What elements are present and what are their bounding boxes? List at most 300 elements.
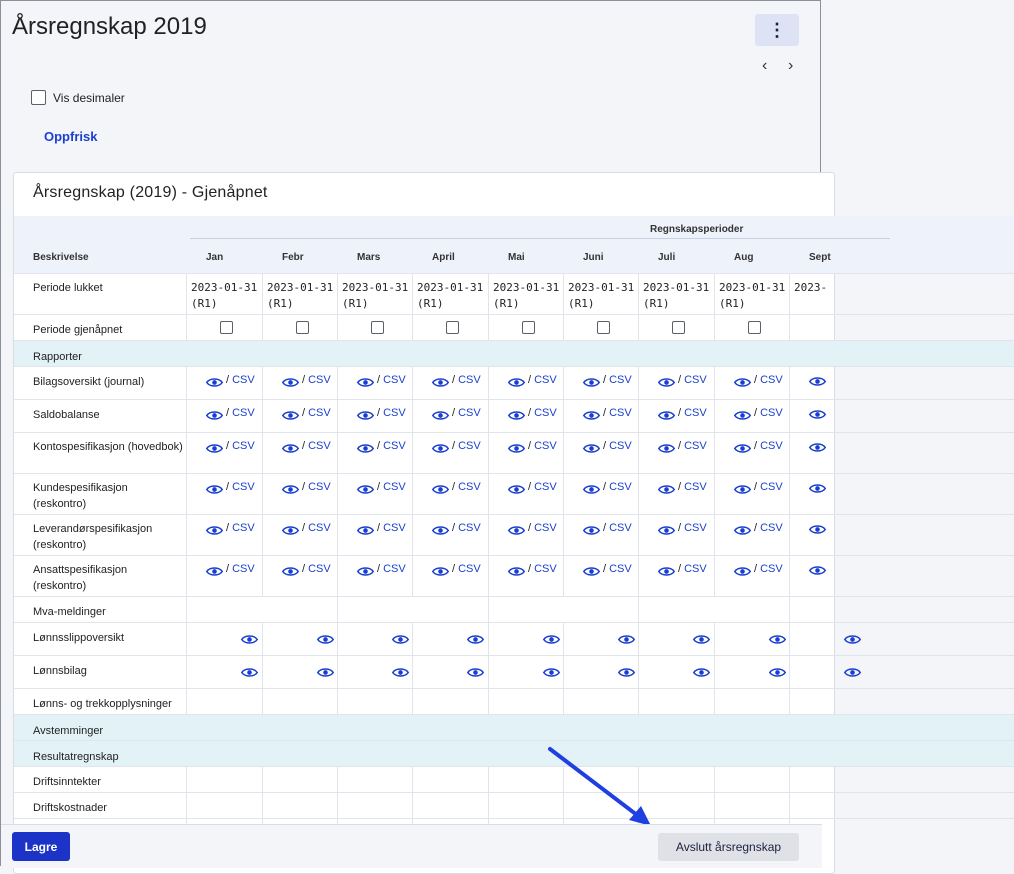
csv-link[interactable]: CSV <box>760 374 783 386</box>
report-links <box>357 440 406 452</box>
report-links <box>658 407 707 419</box>
report-links <box>206 407 255 419</box>
column-divider <box>789 689 790 714</box>
reopened-checkbox-jan[interactable] <box>220 321 233 334</box>
column-header-mai: Mai <box>508 252 525 263</box>
closed-date: 2023-01-31 (R1) <box>417 281 484 310</box>
show-decimals-checkbox[interactable] <box>31 90 46 105</box>
column-divider <box>186 315 187 340</box>
csv-link[interactable]: CSV <box>684 563 707 575</box>
row-label: Rapporter <box>33 351 82 363</box>
column-divider <box>488 689 489 714</box>
report-links <box>282 374 331 386</box>
separator: / <box>528 407 532 419</box>
column-divider <box>638 656 639 688</box>
row-label: Avstemminger <box>33 725 104 737</box>
csv-link[interactable]: CSV <box>308 522 331 534</box>
separator: / <box>754 563 758 575</box>
column-divider <box>412 767 413 792</box>
eye-icon[interactable] <box>282 441 299 452</box>
report-links <box>809 481 826 492</box>
report-links <box>508 407 557 419</box>
report-links <box>658 440 707 452</box>
csv-link[interactable]: CSV <box>609 522 632 534</box>
csv-link[interactable]: CSV <box>534 407 557 419</box>
separator: / <box>678 374 682 386</box>
periods-table <box>14 216 1014 844</box>
row-label: Periode gjenåpnet <box>33 324 123 336</box>
eye-icon[interactable] <box>543 665 560 676</box>
report-links <box>734 563 783 575</box>
closed-date: 2023-01-31 (R1) <box>191 281 258 310</box>
reopened-checkbox-febr[interactable] <box>296 321 309 334</box>
eye-icon[interactable] <box>241 632 258 643</box>
show-decimals-option[interactable] <box>31 90 125 105</box>
eye-icon[interactable] <box>317 665 334 676</box>
column-divider <box>638 474 639 514</box>
eye-icon[interactable] <box>206 482 223 493</box>
report-links <box>282 407 331 419</box>
report-links <box>357 374 406 386</box>
column-divider <box>714 474 715 514</box>
separator: / <box>754 481 758 493</box>
eye-icon[interactable] <box>809 407 826 418</box>
eye-icon[interactable] <box>392 632 409 643</box>
column-header-mars: Mars <box>357 252 381 263</box>
column-divider <box>337 515 338 555</box>
column-divider <box>488 274 489 314</box>
eye-icon[interactable] <box>467 665 484 676</box>
column-divider <box>563 474 564 514</box>
column-divider <box>488 400 489 432</box>
report-links <box>583 522 632 534</box>
column-divider <box>337 597 338 622</box>
separator: / <box>678 563 682 575</box>
csv-link[interactable]: CSV <box>458 522 481 534</box>
eye-icon[interactable] <box>508 523 525 534</box>
show-decimals-label: Vis desimaler <box>53 90 125 105</box>
report-links <box>206 374 255 386</box>
row-label: Mva-meldinger <box>33 606 106 618</box>
report-links <box>432 440 481 452</box>
save-button[interactable]: Lagre <box>12 832 70 861</box>
column-divider <box>714 367 715 399</box>
separator: / <box>603 563 607 575</box>
column-divider <box>186 597 187 622</box>
report-links <box>206 522 255 534</box>
column-divider <box>714 400 715 432</box>
column-divider <box>186 556 187 596</box>
period-reopened-row <box>14 314 1014 340</box>
eye-icon[interactable] <box>809 563 826 574</box>
column-divider <box>789 274 790 314</box>
eye-icon[interactable] <box>583 441 600 452</box>
separator: / <box>754 407 758 419</box>
report-links <box>583 563 632 575</box>
column-divider <box>488 597 489 622</box>
salary-info-row <box>14 688 1014 714</box>
row-label: Driftskostnader <box>33 802 107 814</box>
separator: / <box>603 440 607 452</box>
eye-icon[interactable] <box>282 375 299 386</box>
csv-link[interactable]: CSV <box>383 522 406 534</box>
report-row <box>14 366 1014 399</box>
column-divider <box>262 793 263 818</box>
eye-icon[interactable] <box>508 408 525 419</box>
column-divider <box>337 274 338 314</box>
eye-icon[interactable] <box>734 564 751 575</box>
csv-link[interactable]: CSV <box>232 374 255 386</box>
report-links <box>432 563 481 575</box>
eye-icon[interactable] <box>543 632 560 643</box>
column-divider <box>186 515 187 555</box>
eye-icon[interactable] <box>282 564 299 575</box>
eye-icon[interactable] <box>357 408 374 419</box>
column-divider <box>186 793 187 818</box>
column-divider <box>789 433 790 473</box>
eye-icon[interactable] <box>357 523 374 534</box>
eye-icon[interactable] <box>693 665 710 676</box>
eye-icon[interactable] <box>357 441 374 452</box>
eye-icon[interactable] <box>769 665 786 676</box>
column-divider <box>638 315 639 340</box>
more-menu-button[interactable] <box>755 14 799 46</box>
column-divider <box>412 656 413 688</box>
eye-icon[interactable] <box>432 375 449 386</box>
column-divider <box>186 767 187 792</box>
csv-link[interactable]: CSV <box>609 407 632 419</box>
csv-link[interactable]: CSV <box>383 440 406 452</box>
csv-link[interactable]: CSV <box>458 481 481 493</box>
column-divider <box>488 315 489 340</box>
column-divider <box>789 315 790 340</box>
csv-link[interactable]: CSV <box>609 481 632 493</box>
eye-icon[interactable] <box>583 408 600 419</box>
eye-icon[interactable] <box>282 482 299 493</box>
column-divider <box>638 597 639 622</box>
eye-icon[interactable] <box>206 564 223 575</box>
eye-icon[interactable] <box>658 523 675 534</box>
income-row <box>14 766 1014 792</box>
separator: / <box>377 563 381 575</box>
eye-icon[interactable] <box>241 665 258 676</box>
eye-icon[interactable] <box>508 482 525 493</box>
csv-link[interactable]: CSV <box>684 407 707 419</box>
column-divider <box>488 474 489 514</box>
separator: / <box>377 407 381 419</box>
closed-date: 2023-01-31 (R1) <box>267 281 334 310</box>
separator: / <box>603 374 607 386</box>
eye-icon[interactable] <box>734 375 751 386</box>
report-links <box>432 481 481 493</box>
eye-icon[interactable] <box>809 522 826 533</box>
csv-link[interactable]: CSV <box>458 440 481 452</box>
csv-link[interactable]: CSV <box>534 374 557 386</box>
eye-icon[interactable] <box>583 523 600 534</box>
eye-icon[interactable] <box>508 441 525 452</box>
csv-link[interactable]: CSV <box>534 522 557 534</box>
separator: / <box>528 440 532 452</box>
row-label: Periode lukket <box>33 282 103 294</box>
column-divider <box>337 474 338 514</box>
separator: / <box>603 522 607 534</box>
row-label: Kontospesifikasjon (hovedbok) <box>33 441 183 453</box>
column-header-juni: Juni <box>583 252 604 263</box>
eye-icon[interactable] <box>432 441 449 452</box>
column-divider <box>186 623 187 655</box>
csv-link[interactable]: CSV <box>308 563 331 575</box>
column-divider <box>488 767 489 792</box>
csv-link[interactable]: CSV <box>458 563 481 575</box>
eye-icon[interactable] <box>357 375 374 386</box>
csv-link[interactable]: CSV <box>308 481 331 493</box>
eye-icon[interactable] <box>206 375 223 386</box>
eye-icon[interactable] <box>658 441 675 452</box>
column-divider <box>412 474 413 514</box>
report-links <box>508 563 557 575</box>
column-divider <box>186 689 187 714</box>
eye-icon[interactable] <box>583 482 600 493</box>
csv-link[interactable]: CSV <box>684 440 707 452</box>
period-closed-row <box>14 273 1014 314</box>
column-divider <box>638 689 639 714</box>
eye-icon[interactable] <box>618 665 635 676</box>
column-divider <box>714 274 715 314</box>
csv-link[interactable]: CSV <box>760 522 783 534</box>
column-divider <box>714 767 715 792</box>
separator: / <box>302 374 306 386</box>
eye-icon[interactable] <box>432 482 449 493</box>
report-links <box>809 522 826 533</box>
column-divider <box>638 367 639 399</box>
csv-link[interactable]: CSV <box>232 440 255 452</box>
csv-link[interactable]: CSV <box>383 374 406 386</box>
report-links <box>658 563 707 575</box>
chevron-right-icon[interactable]: › <box>788 57 794 74</box>
closed-date: 2023- <box>794 281 828 294</box>
eye-icon[interactable] <box>317 632 334 643</box>
csv-link[interactable]: CSV <box>609 440 632 452</box>
separator: / <box>528 522 532 534</box>
eye-icon[interactable] <box>206 523 223 534</box>
csv-link[interactable]: CSV <box>458 407 481 419</box>
separator: / <box>528 374 532 386</box>
vat-row <box>14 596 1014 622</box>
payroll-voucher-row <box>14 655 1014 688</box>
separator: / <box>377 522 381 534</box>
csv-link[interactable]: CSV <box>684 374 707 386</box>
separator: / <box>226 563 230 575</box>
csv-link[interactable]: CSV <box>383 563 406 575</box>
payslip-overview-row <box>14 622 1014 655</box>
eye-icon[interactable] <box>693 632 710 643</box>
eye-icon[interactable] <box>432 523 449 534</box>
report-links <box>658 374 707 386</box>
csv-link[interactable]: CSV <box>458 374 481 386</box>
column-divider <box>488 433 489 473</box>
column-divider <box>714 623 715 655</box>
chevron-left-icon[interactable]: ‹ <box>762 57 768 74</box>
separator: / <box>452 563 456 575</box>
column-divider <box>789 656 790 688</box>
csv-link[interactable]: CSV <box>760 481 783 493</box>
csv-link[interactable]: CSV <box>232 522 255 534</box>
column-divider <box>638 515 639 555</box>
column-divider <box>412 623 413 655</box>
eye-icon[interactable] <box>467 632 484 643</box>
report-links <box>206 440 255 452</box>
column-divider <box>262 433 263 473</box>
report-links <box>432 522 481 534</box>
eye-icon[interactable] <box>658 375 675 386</box>
eye-icon[interactable] <box>357 564 374 575</box>
csv-link[interactable]: CSV <box>232 563 255 575</box>
column-divider <box>638 556 639 596</box>
eye-icon[interactable] <box>392 665 409 676</box>
csv-link[interactable]: CSV <box>534 481 557 493</box>
finish-annual-accounts-button[interactable]: Avslutt årsregnskap <box>658 833 799 861</box>
csv-link[interactable]: CSV <box>609 563 632 575</box>
csv-link[interactable]: CSV <box>534 563 557 575</box>
separator: / <box>678 481 682 493</box>
csv-link[interactable]: CSV <box>308 440 331 452</box>
column-divider <box>337 656 338 688</box>
column-divider <box>262 656 263 688</box>
reopened-checkbox-mars[interactable] <box>371 321 384 334</box>
reopened-checkbox-april[interactable] <box>446 321 459 334</box>
eye-icon[interactable] <box>734 408 751 419</box>
report-links <box>809 407 826 418</box>
eye-icon[interactable] <box>734 523 751 534</box>
column-divider <box>337 315 338 340</box>
csv-link[interactable]: CSV <box>760 440 783 452</box>
report-links <box>583 407 632 419</box>
csv-link[interactable]: CSV <box>383 407 406 419</box>
column-divider <box>563 274 564 314</box>
eye-icon[interactable] <box>583 564 600 575</box>
column-divider <box>563 433 564 473</box>
column-divider <box>337 367 338 399</box>
csv-link[interactable]: CSV <box>383 481 406 493</box>
report-links <box>282 481 331 493</box>
eye-icon[interactable] <box>658 564 675 575</box>
csv-link[interactable]: CSV <box>684 481 707 493</box>
report-links <box>357 481 406 493</box>
reopened-checkbox-mai[interactable] <box>522 321 535 334</box>
column-divider <box>563 556 564 596</box>
eye-icon[interactable] <box>583 375 600 386</box>
column-divider <box>186 400 187 432</box>
column-divider <box>337 689 338 714</box>
annual-accounts-card <box>13 172 835 874</box>
eye-icon[interactable] <box>357 482 374 493</box>
card-title: Årsregnskap (2019) - Gjenåpnet <box>33 184 268 201</box>
separator: / <box>452 407 456 419</box>
column-divider <box>789 597 790 622</box>
csv-link[interactable]: CSV <box>684 522 707 534</box>
eye-icon[interactable] <box>618 632 635 643</box>
eye-icon[interactable] <box>769 632 786 643</box>
csv-link[interactable]: CSV <box>534 440 557 452</box>
row-label: Lønns- og trekkopplysninger <box>33 698 172 710</box>
eye-icon[interactable] <box>282 523 299 534</box>
eye-icon[interactable] <box>809 440 826 451</box>
reopened-checkbox-aug[interactable] <box>748 321 761 334</box>
separator: / <box>452 481 456 493</box>
page-title: Årsregnskap 2019 <box>12 13 207 40</box>
eye-icon[interactable] <box>282 408 299 419</box>
column-divider <box>412 315 413 340</box>
csv-link[interactable]: CSV <box>308 407 331 419</box>
column-divider <box>262 767 263 792</box>
eye-icon[interactable] <box>508 564 525 575</box>
csv-link[interactable]: CSV <box>232 481 255 493</box>
closed-date: 2023-01-31 (R1) <box>342 281 409 310</box>
eye-icon[interactable] <box>734 441 751 452</box>
csv-link[interactable]: CSV <box>232 407 255 419</box>
eye-icon[interactable] <box>658 408 675 419</box>
row-label: Driftsinntekter <box>33 776 101 788</box>
column-divider <box>262 400 263 432</box>
eye-icon[interactable] <box>432 408 449 419</box>
eye-icon[interactable] <box>844 665 861 676</box>
column-divider <box>186 656 187 688</box>
column-divider <box>789 367 790 399</box>
column-divider <box>262 274 263 314</box>
column-divider <box>714 433 715 473</box>
eye-icon[interactable] <box>734 482 751 493</box>
column-header-sept: Sept <box>809 252 831 263</box>
separator: / <box>754 440 758 452</box>
separator: / <box>678 522 682 534</box>
eye-icon[interactable] <box>206 441 223 452</box>
eye-icon[interactable] <box>658 482 675 493</box>
report-links <box>206 563 255 575</box>
column-header-aug: Aug <box>734 252 754 263</box>
reopened-checkbox-juni[interactable] <box>597 321 610 334</box>
csv-link[interactable]: CSV <box>308 374 331 386</box>
column-divider <box>638 400 639 432</box>
report-links <box>357 407 406 419</box>
refresh-link[interactable]: Oppfrisk <box>44 129 98 144</box>
separator: / <box>528 563 532 575</box>
report-row <box>14 473 1014 514</box>
eye-icon[interactable] <box>844 632 861 643</box>
separator: / <box>678 440 682 452</box>
eye-icon[interactable] <box>206 408 223 419</box>
csv-link[interactable]: CSV <box>760 563 783 575</box>
column-divider <box>337 623 338 655</box>
table-header <box>14 216 1014 273</box>
separator: / <box>226 481 230 493</box>
column-divider <box>412 400 413 432</box>
reopened-checkbox-juli[interactable] <box>672 321 685 334</box>
report-links <box>432 407 481 419</box>
report-links <box>282 440 331 452</box>
column-divider <box>789 623 790 655</box>
section-reconciliation <box>14 714 1014 740</box>
footer-bar <box>1 824 822 868</box>
eye-icon[interactable] <box>432 564 449 575</box>
eye-icon[interactable] <box>809 374 826 385</box>
column-header-juli: Juli <box>658 252 676 263</box>
report-links <box>734 440 783 452</box>
eye-icon[interactable] <box>508 375 525 386</box>
column-divider <box>789 556 790 596</box>
csv-link[interactable]: CSV <box>609 374 632 386</box>
csv-link[interactable]: CSV <box>760 407 783 419</box>
eye-icon[interactable] <box>809 481 826 492</box>
